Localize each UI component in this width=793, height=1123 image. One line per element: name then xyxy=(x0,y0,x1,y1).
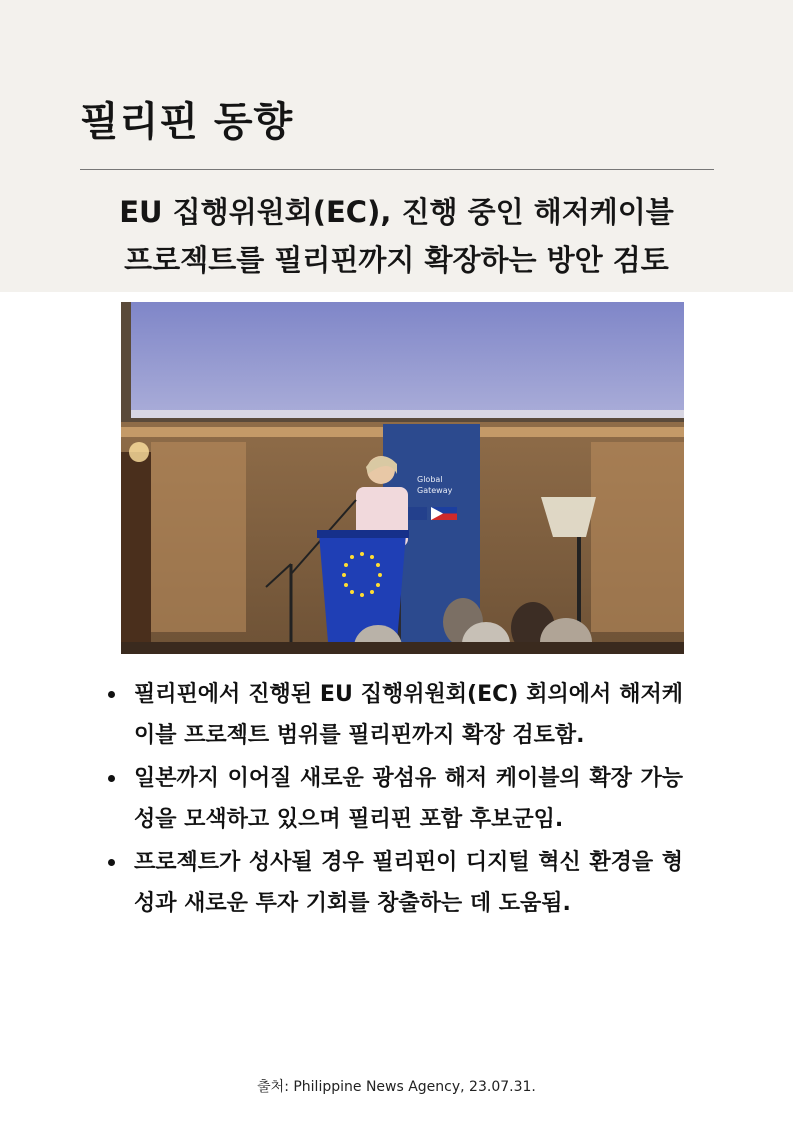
bullet-dot-icon xyxy=(108,775,115,782)
event-photo xyxy=(121,302,684,654)
section-title: 필리핀 동향 xyxy=(80,99,294,145)
source-citation: 출처: Philippine News Agency, 23.07.31. xyxy=(257,1079,536,1095)
banner-text-1: Global xyxy=(417,475,443,484)
banner-text-2: Gateway xyxy=(417,486,453,495)
bullet-dot-icon xyxy=(108,859,115,866)
list-item: 필리핀에서 진행된 EU 집행위원회(EC) 회의에서 해저케이블 프로젝트 범위를 필리핀까지 확장 검토함. xyxy=(108,674,683,756)
bullet-list xyxy=(108,674,683,926)
header-band xyxy=(0,0,793,292)
headline xyxy=(40,188,753,284)
divider xyxy=(80,169,714,170)
headline-line-1: EU 집행위원회(EC), 진행 중인 해저케이블 xyxy=(119,195,674,229)
list-item: 프로젝트가 성사될 경우 필리핀이 디지털 혁신 환경을 형성과 새로운 투자 기회를 창출하는 데 도움됨. xyxy=(108,842,683,924)
list-item: 일본까지 이어질 새로운 광섬유 해저 케이블의 확장 가능성을 모색하고 있으며 필리핀 포함 후보군임. xyxy=(108,758,683,840)
headline-line-2: 프로젝트를 필리핀까지 확장하는 방안 검토 xyxy=(124,243,669,277)
bullet-dot-icon xyxy=(108,691,115,698)
